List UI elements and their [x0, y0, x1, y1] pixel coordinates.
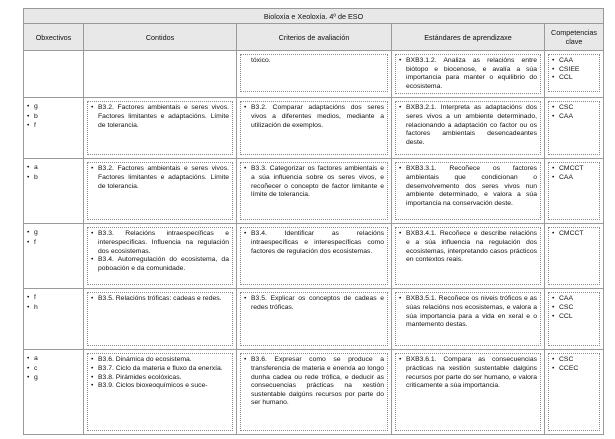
cell-contidos: [84, 159, 237, 224]
criterios-box: [240, 353, 388, 431]
estandares-text: BXB3.5.1. Recoñece os niveis tróficos e as súas relacións nos ecosistemas, e valora a súa importancia para a vida en xeral e o mantemento destas.: [406, 295, 537, 329]
estandares-box: [395, 54, 541, 94]
competencias-box: [548, 162, 600, 220]
criterios-item: [244, 104, 384, 130]
criterios-item: [244, 57, 384, 66]
criterios-box: [240, 101, 388, 155]
bullet-icon: •: [552, 356, 555, 364]
bullet-icon: •: [27, 374, 30, 382]
bullet-icon: •: [244, 165, 247, 173]
objective-item: [27, 163, 80, 172]
bullet-icon: •: [244, 295, 247, 303]
contidos-item: [91, 165, 229, 191]
objective-item: [27, 303, 80, 312]
contidos-text: B3.3. Relacións intraespecíficas e interespecíficas. Influencia na regulación dos ecosistemas.: [98, 230, 229, 255]
bullet-icon: •: [91, 364, 94, 372]
table-row: [24, 98, 604, 159]
bullet-icon: •: [91, 104, 94, 112]
bullet-icon: •: [27, 103, 30, 111]
bullet-icon: •: [27, 303, 30, 311]
bullet-icon: •: [27, 229, 30, 237]
bullet-icon: •: [27, 173, 30, 181]
objective-code: c: [34, 364, 38, 372]
estandares-box: [395, 101, 541, 155]
contidos-item: [91, 374, 229, 383]
bullet-icon: •: [27, 238, 30, 246]
cell-competencias: [545, 289, 604, 350]
bullet-icon: •: [552, 303, 555, 311]
competencias-box: [548, 54, 600, 92]
cell-competencias: [545, 98, 604, 159]
competencias-item: [552, 113, 596, 122]
criterios-text: B3.4. Identificar as relacións intraespecíficas e interespecíficas como factores de regulación dos ecosistemas.: [251, 230, 384, 255]
contidos-text: B3.5. Relacións tróficas: cadeas e redes.: [98, 295, 222, 303]
cell-competencias: [545, 350, 604, 435]
competencias-text: CAA: [559, 295, 573, 303]
bullet-icon: •: [91, 295, 94, 303]
competencias-item: [552, 66, 596, 75]
bullet-icon: •: [91, 165, 94, 173]
criterios-text: B3.6. Expresar como se produce a transferencia de materia e enerxía ao longo dunha cadea ou rede trófica, e deducir as consecuencias prácticas na xestión sustentable dalgúns recursos por parte do ser humano.: [251, 356, 384, 407]
bullet-icon: •: [27, 355, 30, 363]
bullet-icon: •: [552, 74, 555, 82]
estandares-box: [395, 227, 541, 285]
contidos-text: B3.6. Dinámica do ecosistema.: [98, 356, 192, 364]
cell-contidos: [84, 224, 237, 289]
estandares-item: [399, 295, 537, 329]
table-row: [24, 350, 604, 435]
competencias-box: [548, 101, 600, 155]
cell-obxectivos: [24, 350, 84, 435]
contidos-item: [91, 230, 229, 256]
header-obxectivos: Obxectivos: [24, 24, 84, 51]
contidos-item: [91, 256, 229, 273]
competencias-item: [552, 356, 596, 365]
criterios-box: [240, 54, 388, 92]
cell-estandares: [392, 224, 545, 289]
objective-code: f: [34, 294, 36, 302]
bullet-icon: •: [27, 112, 30, 120]
criterios-box: [240, 162, 388, 220]
competencias-text: CSC: [559, 104, 574, 112]
bullet-icon: •: [91, 373, 94, 381]
estandares-text: BXB3.2.1. Interpreta as adaptacións dos seres vivos a un ambiente determinado, relacionando a adaptación co factor ou os factores ambientais desencadeantes deste.: [406, 104, 537, 146]
objective-item: [27, 112, 80, 121]
estandares-item: [399, 57, 537, 91]
competencias-box: [548, 292, 600, 346]
contidos-box: [87, 162, 233, 220]
criterios-text: tóxico.: [251, 57, 271, 64]
bullet-icon: •: [91, 230, 94, 238]
estandares-box: [395, 292, 541, 346]
estandares-text: BXB3.6.1. Compara as consecuencias prácticas na xestión sustentable dalgúns recursos por parte do ser humano, e valora criticamente a súa importancia.: [406, 356, 537, 390]
competencias-item: [552, 104, 596, 113]
cell-criterios: [237, 224, 392, 289]
bullet-icon: •: [552, 57, 555, 64]
cell-criterios: [237, 159, 392, 224]
bullet-icon: •: [399, 356, 402, 364]
header-contidos: Contidos: [84, 24, 237, 51]
bullet-icon: •: [552, 312, 555, 320]
cell-contidos: [84, 350, 237, 435]
bullet-icon: •: [244, 230, 247, 238]
objective-code: f: [34, 238, 36, 246]
cell-competencias: [545, 224, 604, 289]
criterios-item: [244, 295, 384, 312]
competencias-box: [548, 353, 600, 431]
estandares-box: [395, 162, 541, 220]
curriculum-table-wrapper: [23, 8, 603, 435]
competencias-item: [552, 365, 596, 374]
competencias-item: [552, 230, 596, 239]
cell-obxectivos: [24, 159, 84, 224]
bullet-icon: •: [399, 295, 402, 303]
cell-criterios: [237, 51, 392, 98]
estandares-box: [395, 353, 541, 431]
contidos-text: B3.8. Pirámides ecolóxicas.: [98, 373, 182, 381]
criterios-box: [240, 227, 388, 285]
objective-item: [27, 354, 80, 363]
criterios-item: [244, 165, 384, 199]
cell-estandares: [392, 159, 545, 224]
cell-estandares: [392, 51, 545, 98]
bullet-icon: •: [552, 173, 555, 181]
contidos-box: [87, 101, 233, 155]
contidos-text: B3.2. Factores ambientais e seres vivos. Factores limitantes e adaptacións. Límite de tolerancia.: [98, 104, 229, 129]
competencias-text: CAA: [559, 112, 573, 120]
bullet-icon: •: [244, 104, 247, 112]
cell-estandares: [392, 289, 545, 350]
bullet-icon: •: [27, 294, 30, 302]
contidos-box: [87, 292, 233, 346]
estandares-text: BXB3.1.2. Analiza as relacións entre biótopo e biocenose, e avalía a súa importancia para manter o equilibrio do ecosistema.: [406, 57, 537, 90]
objective-code: a: [34, 164, 38, 172]
cell-estandares: [392, 350, 545, 435]
cell-competencias: [545, 51, 604, 98]
objective-code: g: [34, 103, 38, 111]
objective-code: h: [34, 303, 38, 311]
criterios-text: B3.3. Categorizar os factores ambientais e a súa influencia sobre os seres vivos, e recoñecer o concepto de factor limitante e límite de tolerancia.: [251, 165, 384, 199]
criterios-box: [240, 292, 388, 346]
cell-contidos: [84, 51, 237, 98]
estandares-text: BXB3.3.1. Recoñece os factores ambientais que condicionan o desenvolvemento dos seres vivos nun ambiente determinado, e valora a súa importancia na conservación deste.: [406, 165, 537, 207]
objective-code: a: [34, 355, 38, 363]
objective-code: b: [34, 173, 38, 181]
bullet-icon: •: [91, 356, 94, 364]
objective-item: [27, 228, 80, 237]
cell-obxectivos: [24, 98, 84, 159]
cell-criterios: [237, 350, 392, 435]
competencias-text: CMCCT: [559, 165, 584, 173]
cell-criterios: [237, 98, 392, 159]
competencias-item: [552, 165, 596, 174]
contidos-box: [87, 227, 233, 285]
contidos-text: B3.7. Ciclo da materia e fluxo da enerxía.: [98, 364, 223, 372]
contidos-item: [91, 295, 229, 304]
competencias-text: CAA: [559, 173, 573, 181]
contidos-item: [91, 382, 229, 391]
bullet-icon: •: [552, 230, 555, 238]
contidos-item: [91, 104, 229, 130]
table-title: Bioloxía e Xeoloxía. 4º de ESO: [24, 9, 604, 24]
contidos-text: B3.2. Factores ambientais e seres vivos. Factores limitantes e adaptacións. Límite de tolerancia.: [98, 165, 229, 190]
cell-contidos: [84, 289, 237, 350]
bullet-icon: •: [91, 256, 94, 264]
objective-item: [27, 373, 80, 382]
criterios-item: [244, 230, 384, 256]
contidos-text: B3.4. Autorregulación do ecosistema, da poboación e da comunidade.: [98, 256, 229, 272]
cell-competencias: [545, 159, 604, 224]
header-competencias: Competencias clave: [545, 24, 604, 51]
contidos-item: [91, 365, 229, 374]
cell-obxectivos: [24, 51, 84, 98]
cell-contidos: [84, 98, 237, 159]
cell-obxectivos: [24, 289, 84, 350]
header-estandares: Estándares de aprendizaxe: [392, 24, 545, 51]
objective-code: g: [34, 374, 38, 382]
competencias-item: [552, 295, 596, 304]
competencias-item: [552, 174, 596, 183]
competencias-text: CCL: [559, 74, 573, 82]
competencias-item: [552, 74, 596, 83]
objective-item: [27, 102, 80, 111]
competencias-item: [552, 57, 596, 66]
table-row: [24, 289, 604, 350]
cell-obxectivos: [24, 224, 84, 289]
competencias-item: [552, 304, 596, 313]
bullet-icon: •: [552, 65, 555, 73]
bullet-icon: •: [399, 230, 402, 238]
competencias-text: CSIEE: [559, 65, 580, 73]
criterios-text: B3.5. Explicar os conceptos de cadeas e redes tróficas.: [251, 295, 384, 311]
competencias-text: CAA: [559, 57, 573, 64]
bullet-icon: •: [552, 295, 555, 303]
bullet-icon: •: [27, 164, 30, 172]
estandares-item: [399, 165, 537, 208]
curriculum-table: [23, 8, 604, 435]
competencias-text: CSC: [559, 356, 574, 364]
bullet-icon: •: [552, 112, 555, 120]
bullet-icon: •: [27, 364, 30, 372]
bullet-icon: •: [552, 104, 555, 112]
criterios-text: B3.2. Comparar adaptacións dos seres vivos a diferentes medios, mediante a utilización de exemplos.: [251, 104, 384, 129]
bullet-icon: •: [552, 165, 555, 173]
bullet-icon: •: [91, 382, 94, 390]
estandares-item: [399, 356, 537, 390]
bullet-icon: •: [244, 356, 247, 364]
objective-item: [27, 238, 80, 247]
competencias-item: [552, 313, 596, 322]
bullet-icon: •: [399, 57, 402, 64]
competencias-box: [548, 227, 600, 285]
objective-item: [27, 293, 80, 302]
objective-code: g: [34, 229, 38, 237]
estandares-item: [399, 230, 537, 264]
objective-code: b: [34, 112, 38, 120]
table-body: [24, 51, 604, 435]
competencias-text: CSC: [559, 303, 574, 311]
competencias-text: CCL: [559, 312, 573, 320]
cell-estandares: [392, 98, 545, 159]
criterios-item: [244, 356, 384, 408]
bullet-icon: •: [27, 122, 30, 130]
header-criterios: Criterios de avaliación: [237, 24, 392, 51]
estandares-text: BXB3.4.1. Recoñece e describe relacións e a súa influencia na regulación dos ecosistemas, interpretando casos prácticos en contextos reais.: [406, 230, 537, 264]
table-row: [24, 51, 604, 98]
table-row: [24, 224, 604, 289]
contidos-item: [91, 356, 229, 365]
contidos-text: B3.9. Ciclos bioxeoquímicos e suce-: [98, 382, 208, 390]
objective-item: [27, 121, 80, 130]
objective-item: [27, 173, 80, 182]
competencias-text: CMCCT: [559, 230, 584, 238]
table-row: [24, 159, 604, 224]
bullet-icon: •: [399, 165, 402, 173]
bullet-icon: •: [399, 104, 402, 112]
bullet-icon: •: [552, 364, 555, 372]
contidos-box: [87, 353, 233, 431]
cell-criterios: [237, 289, 392, 350]
estandares-item: [399, 104, 537, 147]
objective-item: [27, 364, 80, 373]
competencias-text: CCEC: [559, 364, 579, 372]
objective-code: f: [34, 122, 36, 130]
